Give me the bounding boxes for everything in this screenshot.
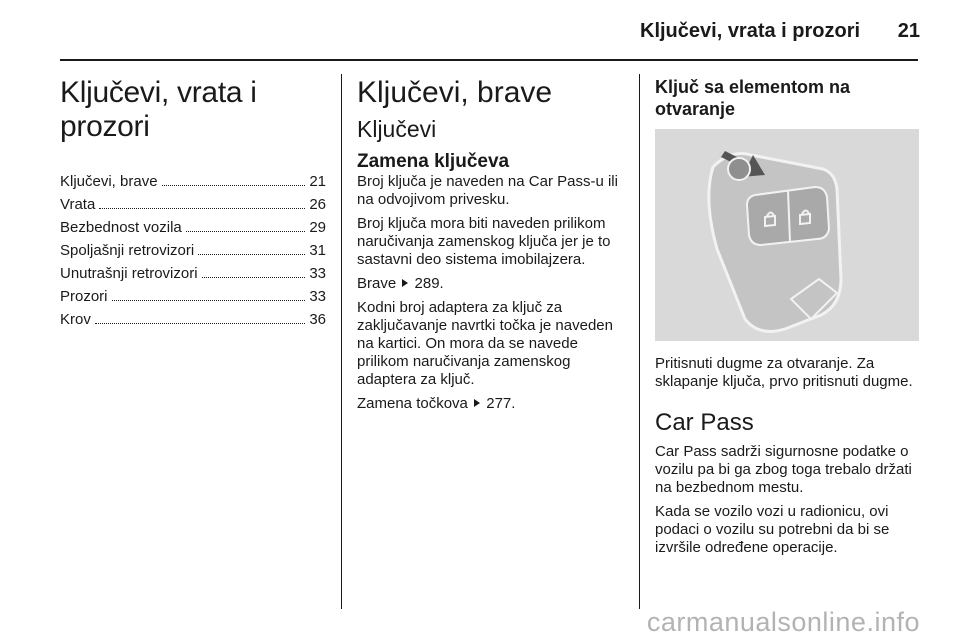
cross-reference-label: Zamena točkova xyxy=(357,395,468,412)
toc-entry-page: 36 xyxy=(309,311,326,328)
topic-title: Ključ sa elementom na otvaranje xyxy=(655,77,851,119)
paragraph: Broj ključa je naveden na Car Pass-u ili na odvojivom privesku. xyxy=(357,173,618,208)
cross-reference-label: Brave xyxy=(357,275,397,292)
toc-entry[interactable] xyxy=(60,219,326,237)
column-divider-1 xyxy=(341,74,342,609)
cross-reference-page: 277. xyxy=(486,395,516,412)
toc-leader xyxy=(162,185,306,186)
toc-leader xyxy=(112,300,306,301)
subsection-title: Ključevi xyxy=(357,116,437,142)
toc-entry-label: Krov xyxy=(60,311,91,328)
toc-column xyxy=(60,76,326,334)
toc-entry-page: 33 xyxy=(309,288,326,305)
toc-entry[interactable] xyxy=(60,311,326,329)
section-title: Ključevi, brave xyxy=(357,76,553,109)
right-column xyxy=(655,76,920,563)
toc-entry-page: 29 xyxy=(309,219,326,236)
toc-leader xyxy=(198,254,305,255)
toc-entry-label: Prozori xyxy=(60,288,108,305)
toc-entry[interactable] xyxy=(60,242,326,260)
toc-entry-page: 21 xyxy=(309,173,326,190)
chapter-title: Ključevi, vrata i prozori xyxy=(60,76,257,143)
toc-entry-page: 26 xyxy=(309,196,326,213)
arrow-right-icon xyxy=(402,279,408,287)
cross-reference[interactable] xyxy=(357,395,624,413)
toc-entry-page: 33 xyxy=(309,265,326,282)
toc-entry-page: 31 xyxy=(309,242,326,259)
toc-entry-label: Vrata xyxy=(60,196,96,213)
toc-entry-label: Bezbednost vozila xyxy=(60,219,182,236)
paragraph: Kada se vozilo vozi u radionicu, ovi podaci o vozilu su potrebni da bi se izvršile određene operacije. xyxy=(655,503,890,556)
toc-entry-label: Ključevi, brave xyxy=(60,173,158,190)
toc-entry[interactable] xyxy=(60,196,326,214)
toc-entry-label: Unutrašnji retrovizori xyxy=(60,265,198,282)
paragraph: Broj ključa mora biti naveden prilikom naručivanja zamenskog ključa jer je to sastavni deo sistema imobilajzera. xyxy=(357,215,611,268)
arrow-right-icon xyxy=(474,399,480,407)
header-rule xyxy=(60,59,918,61)
car-pass-title: Car Pass xyxy=(655,409,754,436)
toc-leader xyxy=(186,231,306,232)
running-header-title: Ključevi, vrata i prozori xyxy=(640,20,861,42)
paragraph: Car Pass sadrži sigurnosne podatke o vozilu pa bi ga zbog toga trebalo držati na bezbednom mestu. xyxy=(655,443,912,496)
topic-title: Zamena ključeva xyxy=(357,151,510,172)
toc-entry[interactable] xyxy=(60,173,326,191)
figure-caption: Pritisnuti dugme za otvaranje. Za sklapanje ključa, prvo pritisnuti dugme. xyxy=(655,355,913,390)
table-of-contents xyxy=(60,173,326,329)
paragraph: Kodni broj adaptera za ključ za zaključavanje navrtki točka je naveden na kartici. On mora da se navede prilikom naručivanja zamenskog adaptera za ključ. xyxy=(357,299,613,388)
section-column xyxy=(357,76,624,419)
watermark: carmanualsonline.info xyxy=(646,607,920,637)
folding-key-figure xyxy=(655,129,919,341)
toc-leader xyxy=(202,277,306,278)
toc-entry[interactable] xyxy=(60,265,326,283)
toc-leader xyxy=(99,208,305,209)
cross-reference-page: 289. xyxy=(414,275,444,292)
toc-entry-label: Spoljašnji retrovizori xyxy=(60,242,195,259)
toc-entry[interactable] xyxy=(60,288,326,306)
column-divider-2 xyxy=(639,74,640,609)
cross-reference[interactable] xyxy=(357,275,624,293)
page-number: 21 xyxy=(897,20,920,42)
toc-leader xyxy=(95,323,305,324)
